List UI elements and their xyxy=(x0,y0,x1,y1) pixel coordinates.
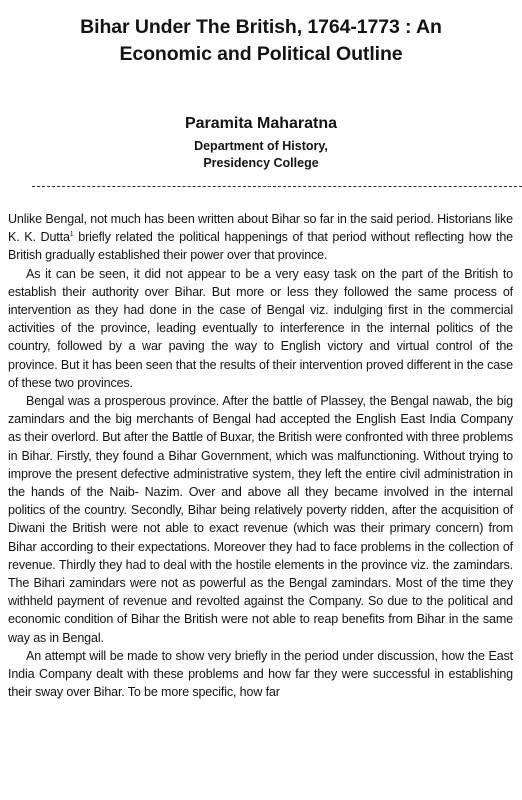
footnote-marker: 1 xyxy=(69,231,74,239)
article-body xyxy=(8,210,513,701)
paragraph-2: As it can be seen, it did not appear to be a very easy task on the part of the British to establish their authority over Bihar. But more or less they followed the same process of intervention as they had done in the case of Bengal viz. indulging first in the commercial activities of the province, leading eventually to interference in the internal politics of the country, followed by a war paving the way to English victory and virtual control of the province. But it has been seen that the results of their intervention proved different in the case of these two provinces. xyxy=(8,266,513,390)
paragraph-3: Bengal was a prosperous province. After the battle of Plassey, the Bengal nawab, the big zamindars and the big merchants of Bengal had accepted the English East India Company as their overlord. But after the Battle of Buxar, the British were confronted with three problems in Bihar. Firstly, they found a Bihar Government, which was malfunctioning. Without trying to improve the present defective administrative system, they left the entire civil administration in the hands of the Naib- Nazim. Over and above all they became involved in the internal politics of the country. Secondly, Bihar being relatively poverty ridden, after the acquisition of Diwani the British were not able to exact revenue (which was their primary concern) from Bihar according to their expectations. Moreover they had to face problems in the collection of revenue. Thirdly they had to deal with the hostile elements in the province viz. the zamindars. The Bihari zamindars were not as powerful as the Bengal zamindars. Most of the time they withheld payment of revenue and revolted against the Company. So due to the political and economic condition of Bihar the British were not able to reap benefits from Bihar in the same way as in Bengal. xyxy=(8,394,514,645)
paragraph-1 xyxy=(8,210,513,265)
title-line-1: Bihar Under The British, 1764-1773 : An xyxy=(80,16,442,38)
paragraph-4: An attempt will be made to show very briefly in the period under discussion, how the East India Company dealt with these problems and how far they were successful in establishing their sway over Bihar. To be more specific, how far xyxy=(8,648,513,700)
author-department: Department of History, xyxy=(194,139,328,153)
author-institution: Presidency College xyxy=(203,156,319,170)
section-divider xyxy=(32,186,522,187)
article-title xyxy=(12,14,510,68)
author-name: Paramita Maharatna xyxy=(184,115,338,132)
paragraph-1-text-end: briefly related the political happenings of that period without reflecting how the British gradually established their power over that province. xyxy=(8,230,513,263)
paragraph-1-text-start: Unlike Bengal, not much has been written about Bihar so far in the said period. Historians like K. K. Dutta xyxy=(8,212,513,245)
title-line-2: Economic and Political Outline xyxy=(119,43,403,65)
